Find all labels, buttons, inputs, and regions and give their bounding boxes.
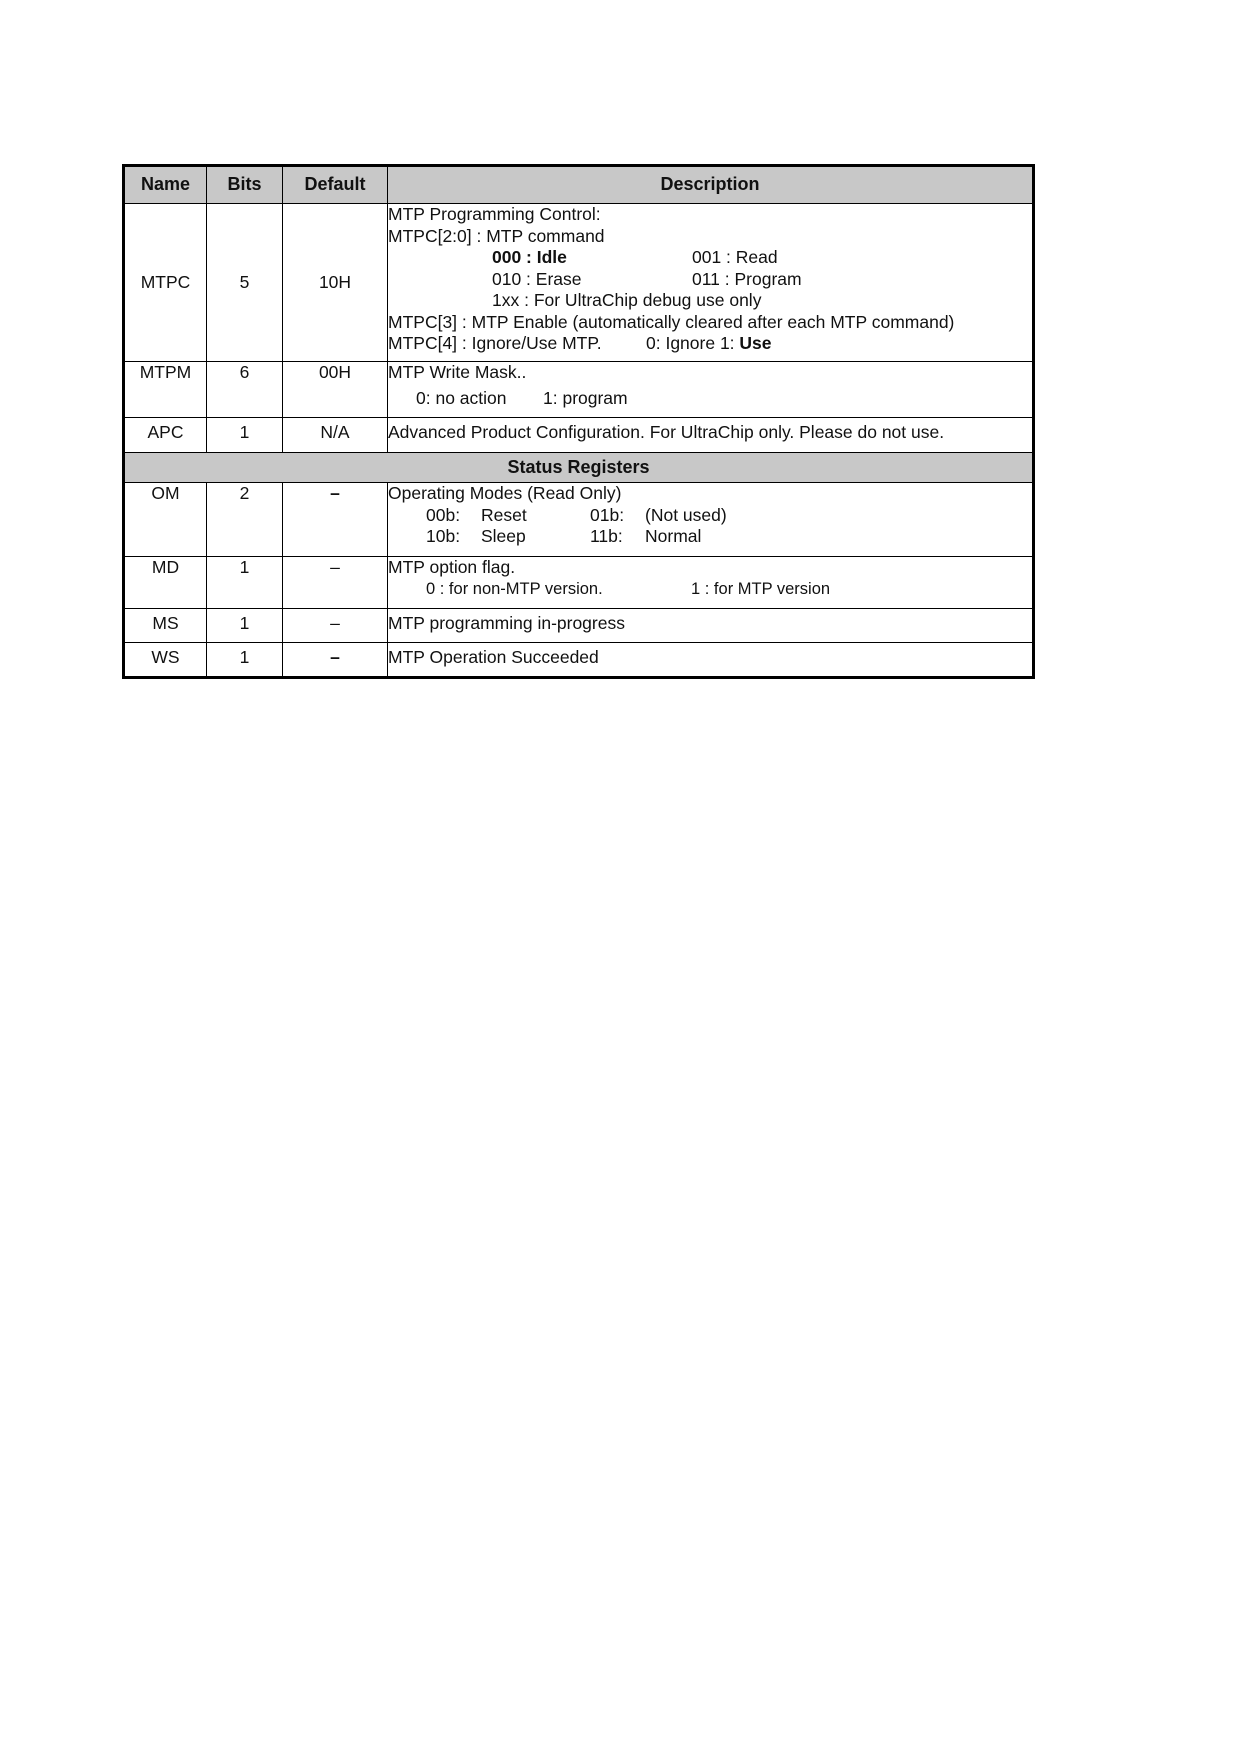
desc-value: MTPC[4] : Ignore/Use MTP. [388, 333, 602, 353]
cell-default: – [283, 557, 388, 609]
desc-value: 000 : Idle [492, 247, 567, 267]
table-row [124, 362, 1034, 418]
table-row [124, 418, 1034, 453]
desc-value: 01b: [590, 504, 625, 525]
desc-line: Advanced Product Configuration. For UltraChip only. Please do not use. [388, 422, 945, 442]
header-default: Default [283, 166, 388, 204]
desc-value: Sleep [481, 526, 526, 546]
cell-default: 00H [283, 362, 388, 418]
desc-line [388, 269, 1032, 291]
cell-name: APC [124, 418, 207, 453]
cell-description [388, 204, 1034, 362]
cell-bits: 6 [207, 362, 283, 418]
cell-bits: 1 [207, 643, 283, 678]
desc-value: Use [734, 333, 772, 353]
cell-name: OM [124, 483, 207, 557]
desc-line: MTP option flag. [388, 557, 516, 577]
cell-description [388, 557, 1034, 609]
desc-line: MTPC[3] : MTP Enable (automatically cleared after each MTP command) [388, 311, 955, 332]
cell-bits: 1 [207, 609, 283, 643]
cell-description [388, 609, 1034, 643]
desc-line [388, 388, 1032, 410]
cell-default: 10H [283, 204, 388, 362]
desc-line: 1xx : For UltraChip debug use only [492, 290, 762, 310]
desc-line: MTP Operation Succeeded [388, 647, 599, 667]
desc-line [388, 247, 1032, 269]
desc-line: Operating Modes (Read Only) [388, 483, 622, 503]
desc-value: 00b: [426, 504, 461, 525]
cell-name: MD [124, 557, 207, 609]
desc-value: 11b: [590, 526, 623, 546]
cell-bits: 1 [207, 557, 283, 609]
cell-name: MTPC [124, 204, 207, 362]
table-row [124, 609, 1034, 643]
cell-description [388, 483, 1034, 557]
table-row [124, 204, 1034, 362]
cell-description [388, 418, 1034, 453]
cell-default: – [283, 609, 388, 643]
desc-line: MTP programming in-progress [388, 613, 625, 633]
cell-bits: 1 [207, 418, 283, 453]
cell-bits: 2 [207, 483, 283, 557]
table-header-row [124, 166, 1034, 204]
desc-value: Normal [645, 526, 702, 546]
desc-line [388, 526, 1032, 548]
register-table [122, 164, 1035, 679]
desc-value: 10b: [426, 526, 461, 546]
cell-description [388, 643, 1034, 678]
table-row [124, 557, 1034, 609]
cell-default: – [283, 483, 388, 557]
desc-value: 1 : for MTP version [691, 579, 831, 598]
desc-value: Reset [481, 504, 527, 525]
section-title: Status Registers [124, 453, 1034, 483]
desc-value: 1: program [543, 387, 628, 408]
cell-name: MTPM [124, 362, 207, 418]
desc-line [388, 579, 1032, 601]
desc-value: (Not used) [645, 504, 727, 525]
desc-line: MTPC[2:0] : MTP command [388, 225, 605, 246]
desc-value: 0: Ignore 1: [646, 333, 735, 353]
header-name: Name [124, 166, 207, 204]
table-row [124, 483, 1034, 557]
desc-line [388, 333, 1032, 355]
desc-value: 010 : Erase [492, 268, 582, 289]
cell-default: – [283, 643, 388, 678]
desc-value: 011 : Program [692, 268, 802, 289]
desc-value: 0 : for non-MTP version. [426, 579, 603, 598]
cell-name: WS [124, 643, 207, 678]
desc-line [388, 505, 1032, 527]
header-description: Description [388, 166, 1034, 204]
section-row [124, 453, 1034, 483]
cell-bits: 5 [207, 204, 283, 362]
desc-value: 001 : Read [692, 247, 778, 267]
desc-line: MTP Programming Control: [388, 204, 601, 224]
desc-value: 0: no action [416, 387, 507, 408]
cell-default: N/A [283, 418, 388, 453]
table-row [124, 643, 1034, 678]
header-bits: Bits [207, 166, 283, 204]
cell-name: MS [124, 609, 207, 643]
desc-line: MTP Write Mask.. [388, 362, 527, 382]
cell-description [388, 362, 1034, 418]
